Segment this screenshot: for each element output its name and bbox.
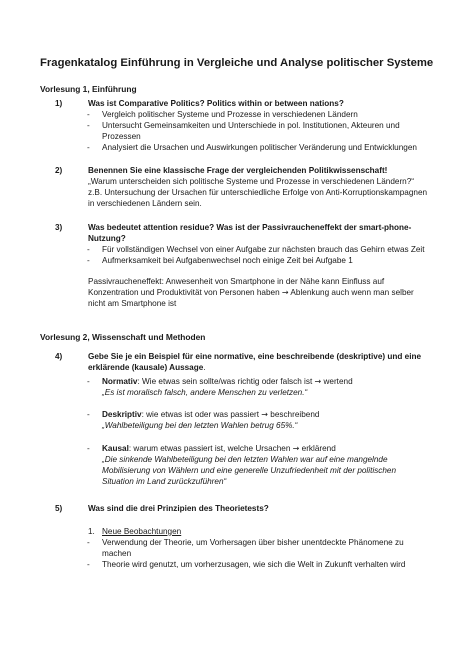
sub-heading: Neue Beobachtungen [102, 527, 182, 536]
arrow-right-icon: → [314, 377, 322, 386]
paragraph-line: Konzentration und Produktivität von Personen haben [88, 288, 282, 297]
question-text: Was ist Comparative Politics? Politics within or between nations? [88, 99, 344, 108]
term-label: Kausal [102, 444, 129, 453]
term-text: : Wie etwas sein sollte/was richtig oder falsch ist [137, 377, 315, 386]
list-dash: - [87, 256, 90, 265]
normativ-example: „Es ist moralisch falsch, andere Menschen zu verletzen.“ [102, 388, 308, 397]
list-item: Aufmerksamkeit bei Aufgabenwechsel noch einige Zeit bei Aufgabe 1 [102, 256, 353, 265]
list-item-continuation: Prozessen [102, 132, 141, 141]
paragraph [88, 276, 432, 309]
term-text: beschreibend [267, 410, 320, 419]
question-text [88, 222, 428, 244]
paragraph-line: nicht am Smartphone ist [88, 299, 177, 308]
question-text: Benennen Sie eine klassische Frage der vergleichenden Politikwissenschaft! [88, 166, 388, 175]
deskriptiv-example: „Wahlbeteiligung bei den letzten Wahlen betrug 65%.“ [102, 421, 298, 430]
question-text-line: Nutzung? [88, 234, 126, 243]
list-item: Für vollständigen Wechsel von einer Aufgabe zur nächsten brauch das Gehirn etwas Zeit [102, 245, 425, 254]
question-period: . [203, 363, 206, 372]
list-item: Vergleich politischer Systeme und Prozesse in verschiedenen Ländern [102, 110, 358, 119]
paragraph-line: Ablenkung auch wenn man selber [288, 288, 414, 297]
question-text [88, 351, 428, 373]
term-label: Normativ [102, 377, 138, 386]
normativ-definition [102, 376, 432, 387]
list-dash: - [87, 560, 90, 569]
question-number: 1) [55, 99, 63, 108]
term-text: wertend [321, 377, 353, 386]
kausal-example [102, 454, 432, 487]
question-text-line: erklärende (kausale) Aussage [88, 363, 204, 372]
question-number: 5) [55, 504, 63, 513]
list-dash: - [87, 410, 90, 419]
answer-line: „Warum unterscheiden sich politische Systeme und Prozesse in verschiedenen Ländern?“ [88, 177, 415, 186]
question-text-line: Gebe Sie je ein Beispiel für eine normative, eine beschreibende (deskriptive) und eine [88, 352, 422, 361]
list-dash: - [87, 245, 90, 254]
term-text: : warum etwas passiert ist, welche Ursachen [128, 444, 293, 453]
paragraph-line: Passivraucheneffekt: Anwesenheit von Smartphone in der Nähe kann Einfluss auf [88, 277, 385, 286]
list-dash: - [87, 377, 90, 386]
example-line: Mobilisierung von Wählern und eine generelle Unzufriedenheit mit der politischen [102, 466, 397, 475]
arrow-right-icon: → [281, 288, 289, 297]
question-text-line: Was bedeutet attention residue? Was ist der Passivraucheneffekt der smart-phone- [88, 223, 412, 232]
deskriptiv-definition [102, 409, 432, 420]
list-item: Theorie wird genutzt, um vorherzusagen, wie sich die Welt in Zukunft verhalten wird [102, 560, 406, 569]
term-text: : wie etwas ist oder was passiert [141, 410, 262, 419]
list-item: Verwendung der Theorie, um Vorhersagen über bisher unentdeckte Phänomene zu [102, 538, 404, 547]
list-dash: - [87, 538, 90, 547]
question-number: 2) [55, 166, 63, 175]
sub-number: 1. [88, 527, 95, 536]
arrow-right-icon: → [292, 444, 300, 453]
list-item: Untersucht Gemeinsamkeiten und Unterschiede in pol. Institutionen, Akteuren und [102, 121, 400, 130]
answer-line: in verschiedenen Ländern sein. [88, 199, 202, 208]
list-dash: - [87, 121, 90, 130]
kausal-definition [102, 443, 432, 454]
question-number: 3) [55, 223, 63, 232]
section-heading-vorlesung-2: Vorlesung 2, Wissenschaft und Methoden [40, 332, 206, 342]
list-item-continuation: machen [102, 549, 132, 558]
question-number: 4) [55, 352, 63, 361]
question-text: Was sind die drei Prinzipien des Theorietests? [88, 504, 269, 513]
list-item: Analysiert die Ursachen und Auswirkungen politischer Veränderung und Entwicklungen [102, 143, 417, 152]
list-dash: - [87, 143, 90, 152]
list-dash: - [87, 444, 90, 453]
answer-line: z.B. Untersuchung der Ursachen für unterschiedliche Erfolge von Anti-Korruptionskampagnen [88, 188, 428, 197]
term-text: erklärend [299, 444, 336, 453]
term-label: Deskriptiv [102, 410, 142, 419]
section-heading-vorlesung-1: Vorlesung 1, Einführung [40, 84, 137, 94]
list-dash: - [87, 110, 90, 119]
page-title: Fragenkatalog Einführung in Vergleiche und Analyse politischer Systeme [40, 57, 434, 69]
example-line: „Die sinkende Wahlbeteiligung bei den letzten Wahlen war auf eine mangelnde [102, 455, 388, 464]
arrow-right-icon: → [261, 410, 268, 419]
example-line: Situation im Land zurückzuführen“ [102, 477, 227, 486]
